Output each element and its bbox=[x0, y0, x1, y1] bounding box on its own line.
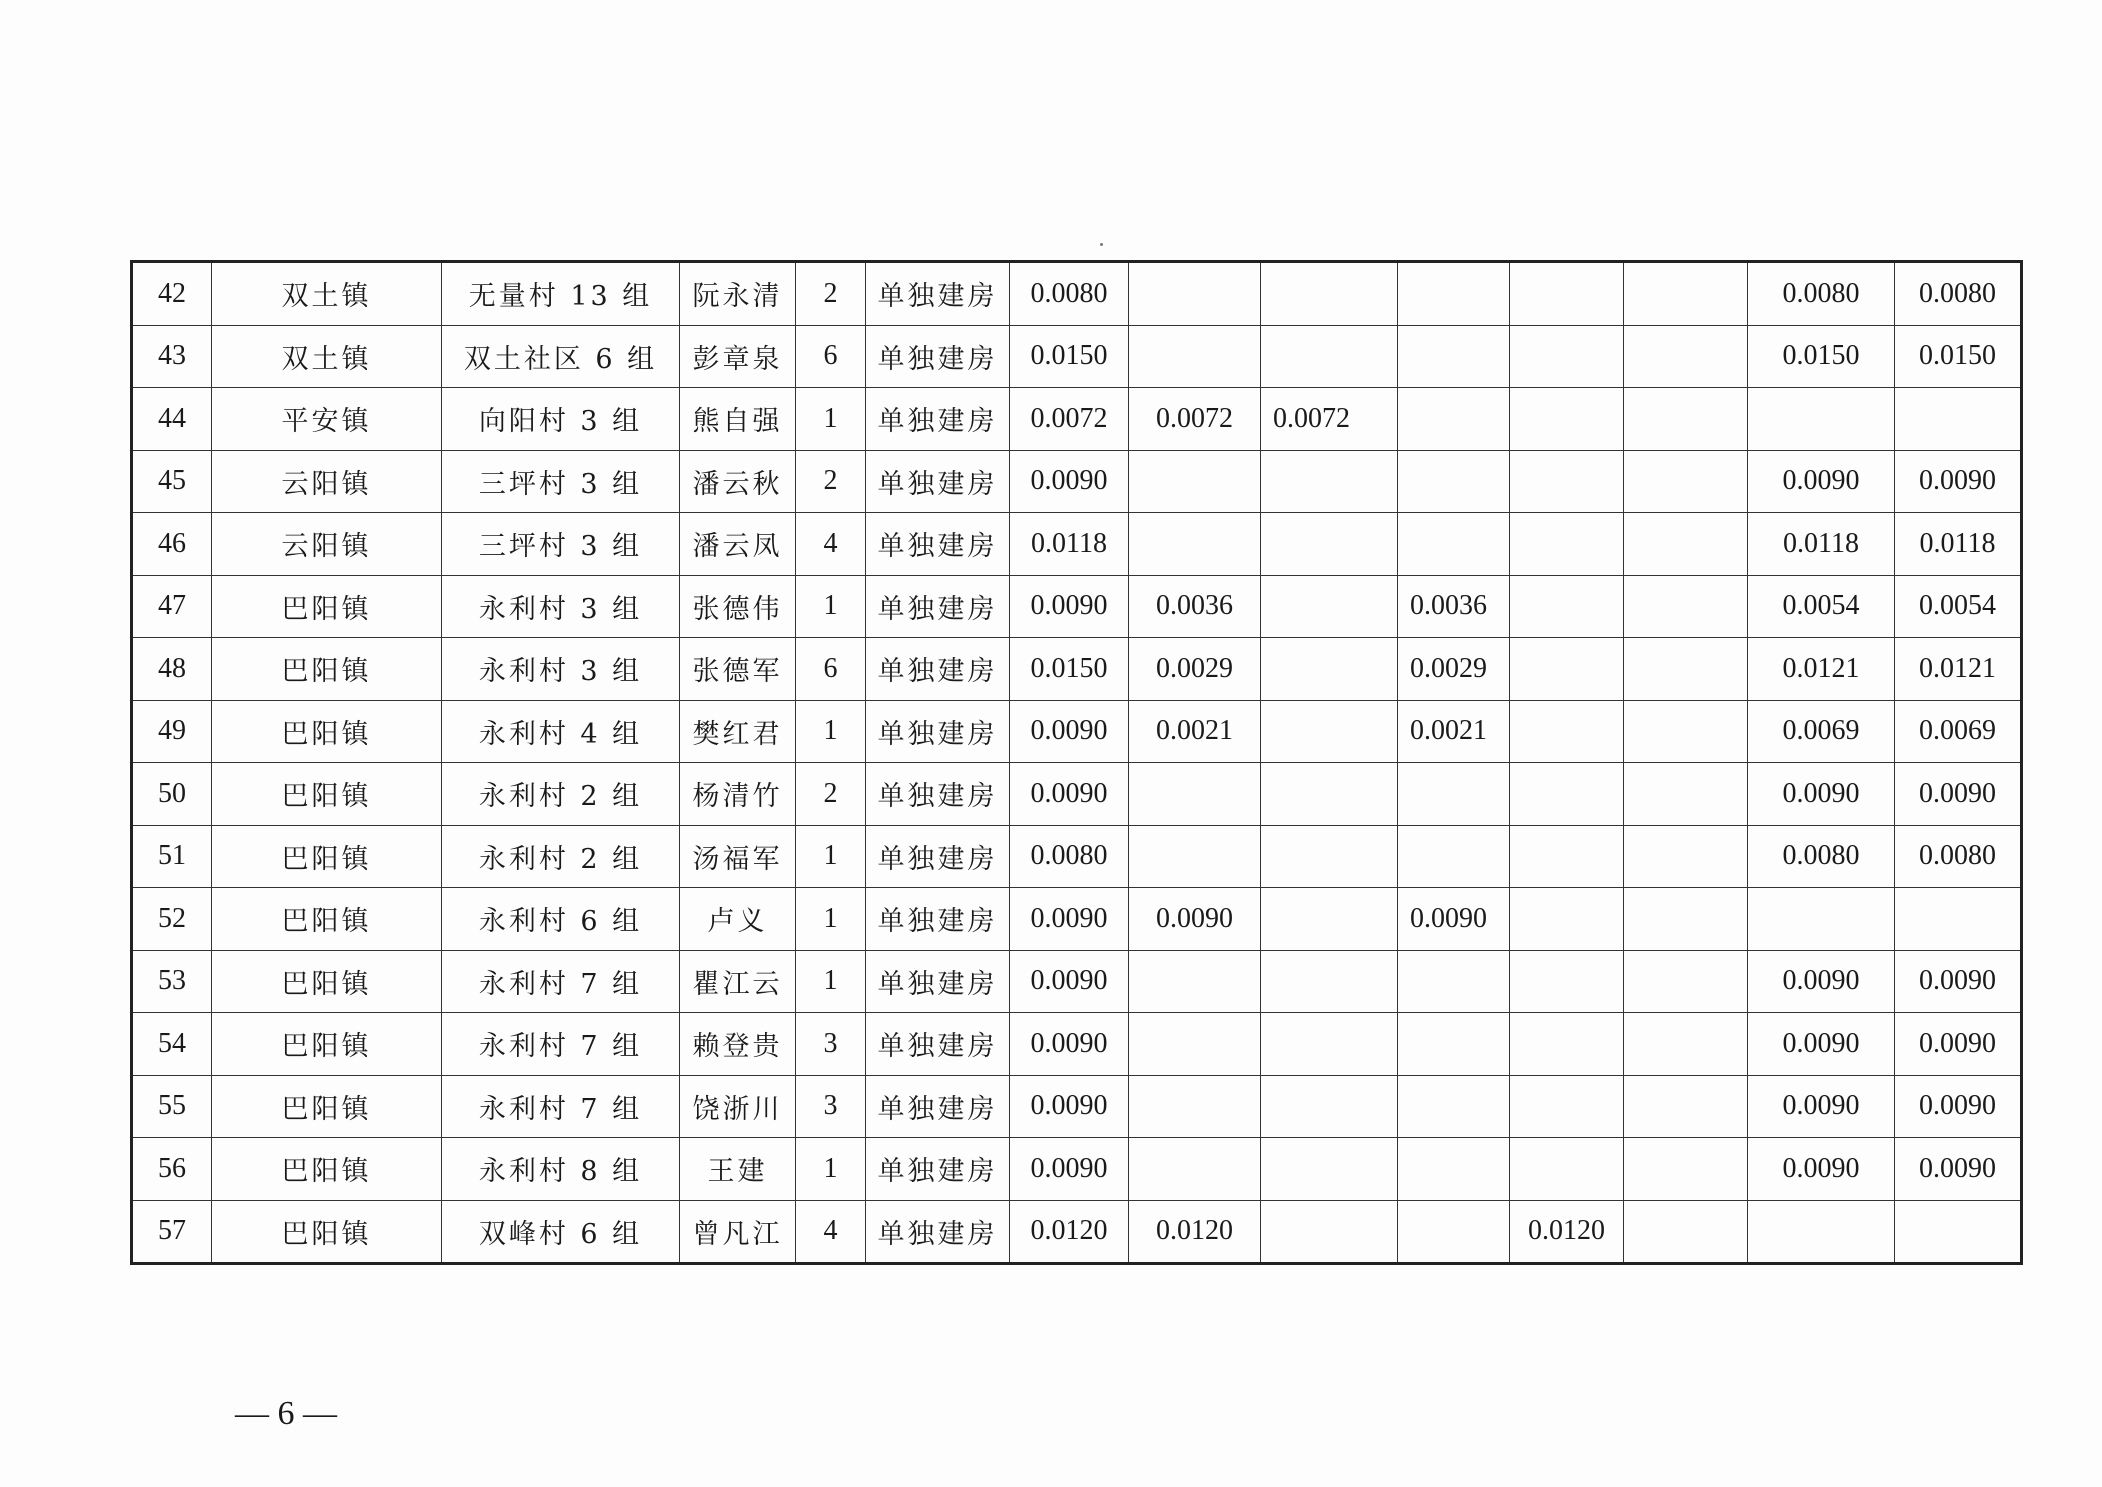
cell-build-type: 单独建房 bbox=[866, 325, 1010, 388]
cell-row-number: 42 bbox=[132, 262, 212, 326]
cell-village-group: 永利村 2 组 bbox=[442, 763, 680, 826]
cell-area-col7 bbox=[1748, 888, 1895, 951]
cell-area-col4 bbox=[1398, 262, 1510, 326]
cell-area-total: 0.0072 bbox=[1010, 388, 1129, 451]
cell-area-col3 bbox=[1261, 1138, 1398, 1201]
cell-area-total: 0.0090 bbox=[1010, 1138, 1129, 1201]
cell-town: 云阳镇 bbox=[212, 513, 442, 576]
cell-village-group: 双峰村 6 组 bbox=[442, 1200, 680, 1264]
scan-speck bbox=[1100, 243, 1103, 246]
cell-household-size: 2 bbox=[796, 450, 866, 513]
cell-area-col4 bbox=[1398, 1075, 1510, 1138]
cell-area-col6 bbox=[1624, 700, 1748, 763]
cell-town: 云阳镇 bbox=[212, 450, 442, 513]
cell-row-number: 53 bbox=[132, 950, 212, 1013]
cell-town: 巴阳镇 bbox=[212, 1200, 442, 1264]
cell-household-size: 6 bbox=[796, 325, 866, 388]
cell-name: 张德伟 bbox=[680, 575, 796, 638]
cell-area-col6 bbox=[1624, 262, 1748, 326]
cell-household-size: 2 bbox=[796, 763, 866, 826]
cell-name: 瞿江云 bbox=[680, 950, 796, 1013]
table-row bbox=[132, 1075, 2022, 1138]
cell-area-col6 bbox=[1624, 1138, 1748, 1201]
cell-name: 熊自强 bbox=[680, 388, 796, 451]
cell-area-col6 bbox=[1624, 1075, 1748, 1138]
cell-area-col3 bbox=[1261, 763, 1398, 826]
cell-area-col8: 0.0121 bbox=[1895, 638, 2022, 701]
cell-row-number: 44 bbox=[132, 388, 212, 451]
cell-row-number: 56 bbox=[132, 1138, 212, 1201]
cell-name: 彭章泉 bbox=[680, 325, 796, 388]
cell-village-group: 向阳村 3 组 bbox=[442, 388, 680, 451]
table-row bbox=[132, 450, 2022, 513]
cell-area-col8 bbox=[1895, 888, 2022, 951]
table-row bbox=[132, 575, 2022, 638]
cell-area-col5 bbox=[1510, 262, 1624, 326]
cell-area-col4 bbox=[1398, 825, 1510, 888]
cell-town: 巴阳镇 bbox=[212, 575, 442, 638]
cell-area-col7: 0.0090 bbox=[1748, 1075, 1895, 1138]
cell-area-col3 bbox=[1261, 888, 1398, 951]
cell-area-col7: 0.0069 bbox=[1748, 700, 1895, 763]
cell-area-col3 bbox=[1261, 1200, 1398, 1264]
data-table bbox=[130, 260, 2023, 1265]
cell-name: 饶浙川 bbox=[680, 1075, 796, 1138]
cell-area-col2 bbox=[1129, 1013, 1261, 1076]
cell-name: 潘云凤 bbox=[680, 513, 796, 576]
cell-area-col5 bbox=[1510, 825, 1624, 888]
cell-build-type: 单独建房 bbox=[866, 700, 1010, 763]
cell-household-size: 1 bbox=[796, 1138, 866, 1201]
cell-area-col2 bbox=[1129, 325, 1261, 388]
cell-area-col3 bbox=[1261, 950, 1398, 1013]
table-row bbox=[132, 763, 2022, 826]
cell-household-size: 1 bbox=[796, 700, 866, 763]
cell-village-group: 永利村 3 组 bbox=[442, 638, 680, 701]
cell-area-col2: 0.0072 bbox=[1129, 388, 1261, 451]
table-row bbox=[132, 700, 2022, 763]
table-row bbox=[132, 513, 2022, 576]
table-row bbox=[132, 825, 2022, 888]
cell-area-col4 bbox=[1398, 1138, 1510, 1201]
cell-village-group: 永利村 6 组 bbox=[442, 888, 680, 951]
cell-area-col2 bbox=[1129, 1138, 1261, 1201]
cell-area-col2 bbox=[1129, 450, 1261, 513]
cell-area-col2 bbox=[1129, 763, 1261, 826]
cell-area-col5 bbox=[1510, 763, 1624, 826]
cell-town: 巴阳镇 bbox=[212, 763, 442, 826]
cell-area-col7: 0.0090 bbox=[1748, 1013, 1895, 1076]
cell-area-total: 0.0090 bbox=[1010, 888, 1129, 951]
cell-row-number: 54 bbox=[132, 1013, 212, 1076]
cell-area-total: 0.0118 bbox=[1010, 513, 1129, 576]
cell-build-type: 单独建房 bbox=[866, 825, 1010, 888]
cell-area-col3: 0.0072 bbox=[1261, 388, 1398, 451]
cell-build-type: 单独建房 bbox=[866, 575, 1010, 638]
cell-area-col3 bbox=[1261, 325, 1398, 388]
cell-village-group: 三坪村 3 组 bbox=[442, 450, 680, 513]
table-row bbox=[132, 388, 2022, 451]
cell-area-col2: 0.0021 bbox=[1129, 700, 1261, 763]
table-row bbox=[132, 1138, 2022, 1201]
cell-area-col6 bbox=[1624, 825, 1748, 888]
cell-name: 樊红君 bbox=[680, 700, 796, 763]
cell-area-col3 bbox=[1261, 513, 1398, 576]
cell-row-number: 52 bbox=[132, 888, 212, 951]
cell-household-size: 3 bbox=[796, 1075, 866, 1138]
cell-village-group: 永利村 2 组 bbox=[442, 825, 680, 888]
cell-area-col2 bbox=[1129, 513, 1261, 576]
cell-town: 巴阳镇 bbox=[212, 950, 442, 1013]
cell-area-col5 bbox=[1510, 575, 1624, 638]
cell-area-col8 bbox=[1895, 1200, 2022, 1264]
cell-area-col8: 0.0069 bbox=[1895, 700, 2022, 763]
cell-build-type: 单独建房 bbox=[866, 1075, 1010, 1138]
cell-area-col3 bbox=[1261, 450, 1398, 513]
cell-row-number: 57 bbox=[132, 1200, 212, 1264]
cell-area-col3 bbox=[1261, 825, 1398, 888]
cell-row-number: 50 bbox=[132, 763, 212, 826]
cell-row-number: 46 bbox=[132, 513, 212, 576]
cell-area-col8: 0.0054 bbox=[1895, 575, 2022, 638]
cell-village-group: 永利村 7 组 bbox=[442, 1075, 680, 1138]
cell-village-group: 永利村 4 组 bbox=[442, 700, 680, 763]
table-row bbox=[132, 1013, 2022, 1076]
cell-household-size: 1 bbox=[796, 950, 866, 1013]
cell-area-col3 bbox=[1261, 1075, 1398, 1138]
cell-area-col5 bbox=[1510, 513, 1624, 576]
cell-build-type: 单独建房 bbox=[866, 262, 1010, 326]
cell-town: 巴阳镇 bbox=[212, 888, 442, 951]
cell-village-group: 无量村 13 组 bbox=[442, 262, 680, 326]
cell-name: 杨清竹 bbox=[680, 763, 796, 826]
table-row bbox=[132, 262, 2022, 326]
cell-area-col8: 0.0090 bbox=[1895, 950, 2022, 1013]
cell-name: 张德军 bbox=[680, 638, 796, 701]
cell-area-col4 bbox=[1398, 950, 1510, 1013]
cell-area-col3 bbox=[1261, 700, 1398, 763]
cell-name: 赖登贵 bbox=[680, 1013, 796, 1076]
cell-area-col3 bbox=[1261, 638, 1398, 701]
cell-area-col7 bbox=[1748, 1200, 1895, 1264]
cell-area-col7: 0.0118 bbox=[1748, 513, 1895, 576]
cell-area-total: 0.0090 bbox=[1010, 950, 1129, 1013]
cell-row-number: 55 bbox=[132, 1075, 212, 1138]
cell-area-col7: 0.0080 bbox=[1748, 825, 1895, 888]
cell-name: 潘云秋 bbox=[680, 450, 796, 513]
cell-build-type: 单独建房 bbox=[866, 638, 1010, 701]
cell-area-col5 bbox=[1510, 325, 1624, 388]
cell-build-type: 单独建房 bbox=[866, 763, 1010, 826]
cell-area-col7: 0.0090 bbox=[1748, 950, 1895, 1013]
cell-name: 曾凡江 bbox=[680, 1200, 796, 1264]
cell-village-group: 永利村 3 组 bbox=[442, 575, 680, 638]
cell-area-col8 bbox=[1895, 388, 2022, 451]
cell-household-size: 2 bbox=[796, 262, 866, 326]
table-row bbox=[132, 1200, 2022, 1264]
cell-build-type: 单独建房 bbox=[866, 388, 1010, 451]
cell-area-col5: 0.0120 bbox=[1510, 1200, 1624, 1264]
cell-area-col8: 0.0090 bbox=[1895, 450, 2022, 513]
page-number: — 6 — bbox=[235, 1395, 337, 1432]
cell-build-type: 单独建房 bbox=[866, 450, 1010, 513]
cell-area-col7 bbox=[1748, 388, 1895, 451]
cell-area-col2: 0.0120 bbox=[1129, 1200, 1261, 1264]
cell-area-total: 0.0090 bbox=[1010, 575, 1129, 638]
cell-area-col8: 0.0118 bbox=[1895, 513, 2022, 576]
cell-build-type: 单独建房 bbox=[866, 1138, 1010, 1201]
cell-area-col2: 0.0029 bbox=[1129, 638, 1261, 701]
cell-town: 巴阳镇 bbox=[212, 638, 442, 701]
cell-area-col5 bbox=[1510, 888, 1624, 951]
cell-build-type: 单独建房 bbox=[866, 950, 1010, 1013]
cell-row-number: 48 bbox=[132, 638, 212, 701]
cell-area-col7: 0.0090 bbox=[1748, 1138, 1895, 1201]
cell-area-total: 0.0120 bbox=[1010, 1200, 1129, 1264]
cell-area-col6 bbox=[1624, 950, 1748, 1013]
cell-town: 巴阳镇 bbox=[212, 700, 442, 763]
cell-area-total: 0.0090 bbox=[1010, 1075, 1129, 1138]
cell-household-size: 4 bbox=[796, 1200, 866, 1264]
cell-area-col5 bbox=[1510, 388, 1624, 451]
cell-area-col8: 0.0090 bbox=[1895, 763, 2022, 826]
cell-area-col5 bbox=[1510, 638, 1624, 701]
cell-household-size: 1 bbox=[796, 825, 866, 888]
cell-area-col4 bbox=[1398, 450, 1510, 513]
cell-area-col5 bbox=[1510, 950, 1624, 1013]
cell-area-col2: 0.0090 bbox=[1129, 888, 1261, 951]
cell-area-total: 0.0150 bbox=[1010, 325, 1129, 388]
cell-area-col3 bbox=[1261, 262, 1398, 326]
cell-area-col5 bbox=[1510, 450, 1624, 513]
cell-area-col8: 0.0090 bbox=[1895, 1075, 2022, 1138]
cell-town: 平安镇 bbox=[212, 388, 442, 451]
cell-household-size: 1 bbox=[796, 888, 866, 951]
cell-name: 卢义 bbox=[680, 888, 796, 951]
cell-build-type: 单独建房 bbox=[866, 513, 1010, 576]
cell-row-number: 47 bbox=[132, 575, 212, 638]
cell-household-size: 4 bbox=[796, 513, 866, 576]
cell-area-col5 bbox=[1510, 1075, 1624, 1138]
cell-area-col8: 0.0080 bbox=[1895, 262, 2022, 326]
cell-household-size: 1 bbox=[796, 388, 866, 451]
cell-area-col6 bbox=[1624, 763, 1748, 826]
cell-build-type: 单独建房 bbox=[866, 1200, 1010, 1264]
cell-area-col5 bbox=[1510, 1013, 1624, 1076]
cell-area-col6 bbox=[1624, 638, 1748, 701]
cell-area-col2 bbox=[1129, 1075, 1261, 1138]
cell-area-col6 bbox=[1624, 388, 1748, 451]
cell-area-col8: 0.0090 bbox=[1895, 1138, 2022, 1201]
cell-town: 巴阳镇 bbox=[212, 1075, 442, 1138]
cell-name: 汤福军 bbox=[680, 825, 796, 888]
cell-area-col4 bbox=[1398, 325, 1510, 388]
cell-town: 巴阳镇 bbox=[212, 1138, 442, 1201]
cell-area-col3 bbox=[1261, 1013, 1398, 1076]
cell-area-col4: 0.0090 bbox=[1398, 888, 1510, 951]
table-row bbox=[132, 638, 2022, 701]
cell-area-col7: 0.0080 bbox=[1748, 262, 1895, 326]
cell-area-col7: 0.0054 bbox=[1748, 575, 1895, 638]
cell-row-number: 43 bbox=[132, 325, 212, 388]
table-row bbox=[132, 888, 2022, 951]
cell-area-col8: 0.0080 bbox=[1895, 825, 2022, 888]
cell-area-total: 0.0150 bbox=[1010, 638, 1129, 701]
cell-area-col3 bbox=[1261, 575, 1398, 638]
cell-area-col6 bbox=[1624, 513, 1748, 576]
cell-area-col2 bbox=[1129, 825, 1261, 888]
cell-area-col4: 0.0036 bbox=[1398, 575, 1510, 638]
cell-village-group: 永利村 7 组 bbox=[442, 950, 680, 1013]
cell-row-number: 49 bbox=[132, 700, 212, 763]
cell-area-total: 0.0080 bbox=[1010, 262, 1129, 326]
cell-area-col2 bbox=[1129, 950, 1261, 1013]
cell-area-col6 bbox=[1624, 450, 1748, 513]
cell-area-col8: 0.0090 bbox=[1895, 1013, 2022, 1076]
cell-village-group: 双土社区 6 组 bbox=[442, 325, 680, 388]
cell-row-number: 45 bbox=[132, 450, 212, 513]
table-row bbox=[132, 325, 2022, 388]
cell-village-group: 三坪村 3 组 bbox=[442, 513, 680, 576]
cell-area-col5 bbox=[1510, 1138, 1624, 1201]
cell-area-total: 0.0090 bbox=[1010, 763, 1129, 826]
cell-area-col6 bbox=[1624, 325, 1748, 388]
table-row bbox=[132, 950, 2022, 1013]
cell-area-col7: 0.0121 bbox=[1748, 638, 1895, 701]
cell-name: 王建 bbox=[680, 1138, 796, 1201]
cell-build-type: 单独建房 bbox=[866, 1013, 1010, 1076]
cell-area-col2 bbox=[1129, 262, 1261, 326]
cell-household-size: 3 bbox=[796, 1013, 866, 1076]
cell-area-col4: 0.0021 bbox=[1398, 700, 1510, 763]
cell-area-col4: 0.0029 bbox=[1398, 638, 1510, 701]
cell-area-col4 bbox=[1398, 513, 1510, 576]
cell-area-col4 bbox=[1398, 763, 1510, 826]
cell-town: 双土镇 bbox=[212, 325, 442, 388]
cell-area-col6 bbox=[1624, 575, 1748, 638]
cell-row-number: 51 bbox=[132, 825, 212, 888]
cell-area-total: 0.0090 bbox=[1010, 700, 1129, 763]
cell-area-col4 bbox=[1398, 388, 1510, 451]
cell-area-col7: 0.0150 bbox=[1748, 325, 1895, 388]
cell-household-size: 6 bbox=[796, 638, 866, 701]
cell-village-group: 永利村 7 组 bbox=[442, 1013, 680, 1076]
cell-name: 阮永清 bbox=[680, 262, 796, 326]
cell-area-col6 bbox=[1624, 1200, 1748, 1264]
cell-area-total: 0.0090 bbox=[1010, 1013, 1129, 1076]
cell-area-col8: 0.0150 bbox=[1895, 325, 2022, 388]
cell-area-total: 0.0090 bbox=[1010, 450, 1129, 513]
cell-area-col4 bbox=[1398, 1200, 1510, 1264]
cell-area-col7: 0.0090 bbox=[1748, 450, 1895, 513]
cell-area-col5 bbox=[1510, 700, 1624, 763]
cell-town: 巴阳镇 bbox=[212, 825, 442, 888]
cell-area-col7: 0.0090 bbox=[1748, 763, 1895, 826]
cell-area-col6 bbox=[1624, 888, 1748, 951]
cell-household-size: 1 bbox=[796, 575, 866, 638]
cell-town: 双土镇 bbox=[212, 262, 442, 326]
table-body bbox=[132, 262, 2022, 1264]
cell-area-col6 bbox=[1624, 1013, 1748, 1076]
cell-area-col2: 0.0036 bbox=[1129, 575, 1261, 638]
cell-area-col4 bbox=[1398, 1013, 1510, 1076]
cell-area-total: 0.0080 bbox=[1010, 825, 1129, 888]
cell-town: 巴阳镇 bbox=[212, 1013, 442, 1076]
cell-build-type: 单独建房 bbox=[866, 888, 1010, 951]
cell-village-group: 永利村 8 组 bbox=[442, 1138, 680, 1201]
